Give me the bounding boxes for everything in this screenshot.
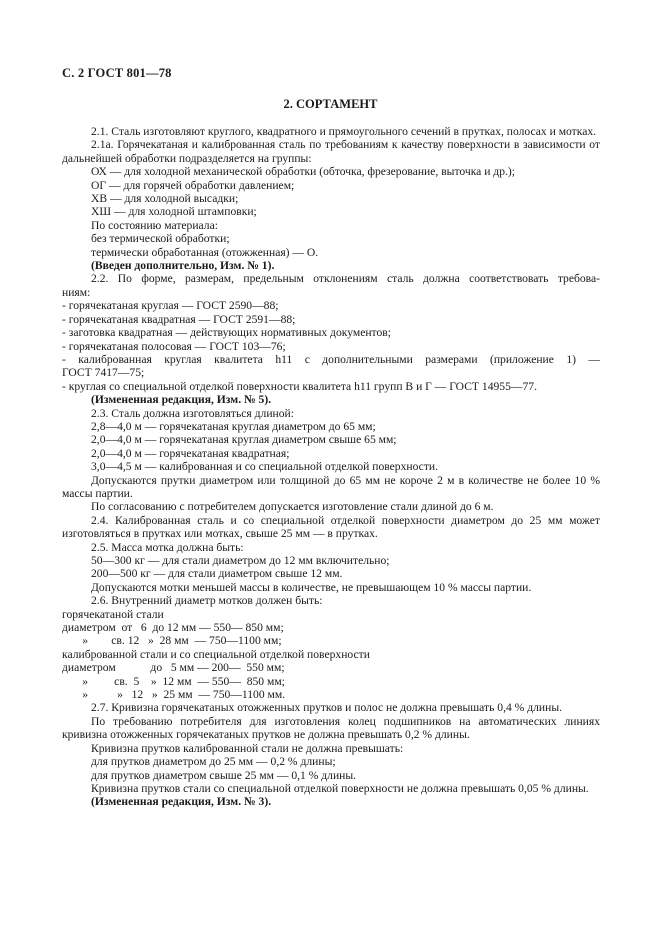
paragraph-2-2-cont: ниям:: [62, 285, 91, 299]
edit-note-5: (Измененная редакция, Изм. № 5).: [91, 393, 272, 407]
diameter-row-2: » св. 12 » 28 мм — 750—1100 мм;: [62, 634, 282, 648]
edit-note-3: (Измененная редакция, Изм. № 3).: [91, 795, 272, 809]
mass-item-2: 200—500 кг — для стали диаметром свыше 12 мм.: [91, 567, 343, 581]
paragraph-2-3-agreement: По согласованию с потребителем допускается изготовление стали длиной до 6 м.: [91, 500, 494, 514]
material-state-heading: По состоянию материала:: [91, 218, 218, 232]
page-header: С. 2 ГОСТ 801—78: [62, 66, 172, 80]
diameter-hot-rolled-heading: горячекатаной стали: [62, 607, 164, 621]
paragraph-2-5-note: Допускаются мотки меньшей массы в количестве, не превышающем 10 % массы партии.: [91, 580, 532, 594]
length-item-1: 2,8—4,0 м — горячекатаная круглая диаметром до 65 мм;: [91, 419, 376, 433]
group-og: ОГ — для горячей обработки давлением;: [91, 178, 295, 192]
curvature-item-1: для прутков диаметром до 25 мм — 0,2 % длины;: [91, 755, 336, 769]
paragraph-2-1: 2.1. Сталь изготовляют круглого, квадратного и прямоугольного сечений в прутках, полосах и мотках.: [91, 125, 597, 138]
curvature-item-2: для прутков диаметром свыше 25 мм — 0,1 % длины.: [91, 768, 357, 782]
standard-item-6: - круглая со специальной отделкой поверхности квалитета h11 групп В и Г — ГОСТ 14955—77.: [62, 379, 537, 393]
diameter-row-1: диаметром от 6 до 12 мм — 550— 850 мм;: [62, 621, 284, 635]
length-item-3: 2,0—4,0 м — горячекатаная квадратная;: [91, 446, 290, 460]
paragraph-2-7-special: Кривизна прутков стали со специальной отделкой поверхности не должна превышать 0,05 % длины.: [91, 781, 589, 795]
group-xsh: ХШ — для холодной штамповки;: [91, 205, 257, 219]
length-item-4: 3,0—4,5 м — калиброванная и со специальной отделкой поверхности.: [91, 460, 439, 474]
standard-item-5-cont: ГОСТ 7417—75;: [62, 366, 145, 380]
paragraph-2-3: 2.3. Сталь должна изготовляться длиной:: [91, 406, 294, 420]
diameter-row-3: диаметром до 5 мм — 200— 550 мм;: [62, 661, 285, 675]
paragraph-2-3-note: Допускаются прутки диаметром или толщиной до 65 мм не короче 2 м в количестве не более 10 % массы партии.: [62, 473, 600, 500]
mass-item-1: 50—300 кг — для стали диаметром до 12 мм включительно;: [91, 554, 390, 567]
section-title: 2. СОРТАМЕНТ: [283, 97, 378, 111]
standard-item-1: - горячекатаная круглая — ГОСТ 2590—88;: [62, 299, 279, 313]
edit-note-1: (Введен дополнительно, Изм. № 1).: [91, 259, 275, 273]
length-item-2: 2,0—4,0 м — горячекатаная круглая диаметром свыше 65 мм;: [91, 433, 397, 447]
standard-item-2: - горячекатаная квадратная — ГОСТ 2591—88;: [62, 312, 296, 326]
paragraph-2-2: 2.2. По форме, размерам, предельным отклонениям сталь должна соответствовать требова-: [91, 272, 600, 286]
paragraph-2-5: 2.5. Масса мотка должна быть:: [91, 540, 244, 554]
standard-item-3: - заготовка квадратная — действующих нормативных документов;: [62, 326, 391, 340]
material-state-2: термически обработанная (отожженная) — О.: [91, 245, 319, 259]
document-body: [62, 125, 600, 809]
paragraph-2-7-bearing: По требованию потребителя для изготовления колец подшипников на автоматических линиях кривизна отожженных горячекатаных прутков не должна превышать 0,2 % длины.: [62, 714, 600, 742]
group-ox: ОХ — для холодной механической обработки (обточка, фрезерование, выточка и др.);: [91, 165, 515, 179]
diameter-calibrated-heading: калиброванной стали и со специальной отделкой поверхности: [62, 647, 370, 661]
diameter-row-5: » » 12 » 25 мм — 750—1100 мм.: [62, 688, 286, 702]
paragraph-2-6: 2.6. Внутренний диаметр мотков должен быть:: [91, 594, 323, 608]
paragraph-2-7: 2.7. Кривизна горячекатаных отожженных прутков и полос не должна превышать 0,4 % длины.: [91, 701, 563, 715]
standard-item-4: - горячекатаная полосовая — ГОСТ 103—76;: [62, 339, 286, 353]
paragraph-2-7-calibrated: Кривизна прутков калиброванной стали не должна превышать:: [91, 741, 404, 755]
diameter-row-4: » св. 5 » 12 мм — 550— 850 мм;: [62, 674, 285, 688]
material-state-1: без термической обработки;: [91, 232, 230, 246]
standard-item-5: - калиброванная круглая квалитета h11 с дополнительными размерами (приложение 1) —: [62, 352, 600, 366]
group-xv: ХВ — для холодной высадки;: [91, 192, 239, 206]
paragraph-2-1a: 2.1а. Горячекатаная и калиброванная сталь по требованиям к качеству поверхности в зависимости от дальнейшей обработки подразделяется на группы:: [62, 138, 600, 165]
paragraph-2-4: 2.4. Калиброванная сталь и со специальной отделкой поверхности диаметром до 25 мм может изготовляться в прутках или мотках, свыше 25 мм — в прутках.: [62, 513, 600, 541]
